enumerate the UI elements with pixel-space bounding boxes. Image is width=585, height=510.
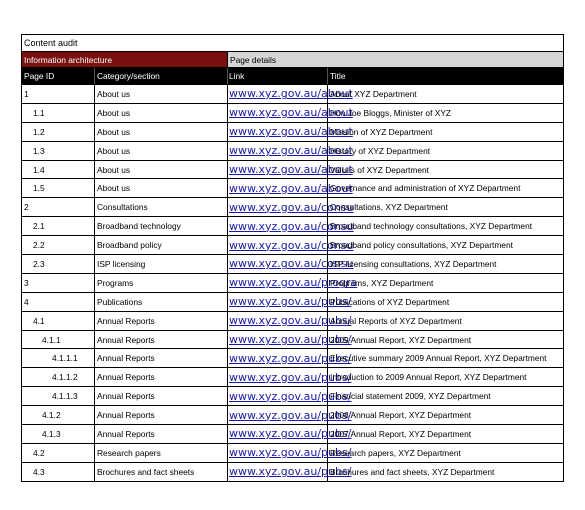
category-cell: Annual Reports [95, 406, 228, 424]
header-title: Title [330, 71, 346, 81]
table-row [22, 274, 563, 293]
link-cell[interactable]: www.xyz.gov.au/progra [228, 274, 328, 292]
link-cell[interactable]: www.xyz.gov.au/consu [228, 217, 328, 235]
title-cell: Financial statement 2009, XYZ Department [330, 391, 491, 402]
category-cell: Annual Reports [95, 331, 228, 349]
title-cell: Broadband technology consultations, XYZ Department [330, 221, 533, 232]
title-cell: 2009 Annual Report, XYZ Department [330, 334, 472, 345]
category-cell: Publications [95, 293, 228, 311]
link-cell[interactable]: www.xyz.gov.au/pubs/ [228, 387, 328, 405]
link-cell[interactable]: www.xyz.gov.au/pubs/ [228, 444, 328, 462]
table-row [22, 255, 563, 274]
table-row [22, 85, 563, 104]
page-id-cell: 4.1.2 [22, 406, 95, 424]
link-cell[interactable]: www.xyz.gov.au/consu [228, 198, 328, 216]
table-row [22, 368, 563, 387]
title-cell: Brochures and fact sheets, XYZ Department [330, 466, 495, 477]
link-cell[interactable]: www.xyz.gov.au/pubs/ [228, 331, 328, 349]
link-cell[interactable]: www.xyz.gov.au/pubs/ [228, 293, 328, 311]
category-cell: Annual Reports [95, 312, 228, 330]
link-cell[interactable]: www.xyz.gov.au/about [228, 85, 328, 103]
header-page-id: Page ID [22, 68, 95, 84]
page-id-cell: 1 [22, 85, 95, 103]
category-cell: Annual Reports [95, 349, 228, 367]
link-cell[interactable]: www.xyz.gov.au/pubs/ [228, 368, 328, 386]
title-cell: Values of XYZ Department [330, 164, 429, 175]
page-id-cell: 4.3 [22, 463, 95, 481]
title-cell: Research papers, XYZ Department [330, 447, 461, 458]
header-link: Link [228, 68, 328, 84]
link-cell[interactable]: www.xyz.gov.au/pubs/ [228, 406, 328, 424]
table-row [22, 104, 563, 123]
content-audit-table [21, 34, 564, 482]
table-title: Content audit [24, 38, 78, 48]
category-cell: Annual Reports [95, 387, 228, 405]
category-cell: ISP licensing [95, 255, 228, 273]
link-cell[interactable]: www.xyz.gov.au/pubs/ [228, 349, 328, 367]
title-cell: 2008 Annual Report, XYZ Department [330, 410, 472, 421]
page-id-cell: 4.1.1 [22, 331, 95, 349]
page-id-cell: 4 [22, 293, 95, 311]
table-row [22, 161, 563, 180]
table-row [22, 217, 563, 236]
page-id-cell: 4.1.1.2 [22, 368, 95, 386]
table-row [22, 312, 563, 331]
title-cell: Hon Joe Bloggs, Minister of XYZ [330, 107, 452, 118]
title-cell: Consultations, XYZ Department [330, 202, 448, 213]
column-header-row [22, 68, 563, 85]
title-cell: ISP licensing consultations, XYZ Department [330, 258, 497, 269]
link-cell[interactable]: www.xyz.gov.au/pubs/ [228, 312, 328, 330]
page-id-cell: 2.3 [22, 255, 95, 273]
page-id-cell: 4.1.3 [22, 425, 95, 443]
title-cell: Annual Reports of XYZ Department [330, 315, 462, 326]
title-cell: Introduction to 2009 Annual Report, XYZ Department [330, 372, 527, 383]
page-id-cell: 3 [22, 274, 95, 292]
category-cell: Consultations [95, 198, 228, 216]
title-cell: Broadband policy consultations, XYZ Department [330, 240, 513, 251]
title-cell: Programs, XYZ Department [330, 277, 434, 288]
category-cell: Programs [95, 274, 228, 292]
table-title-row [22, 34, 563, 52]
page-id-cell: 2 [22, 198, 95, 216]
link-cell[interactable]: www.xyz.gov.au/pubs/ [228, 425, 328, 443]
category-cell: Broadband technology [95, 217, 228, 235]
link-cell[interactable]: www.xyz.gov.au/pubs/ [228, 463, 328, 481]
group-header-row [22, 52, 563, 68]
page-details-group: Page details [228, 52, 563, 67]
page-id-cell: 2.1 [22, 217, 95, 235]
title-cell: Publications of XYZ Department [330, 296, 450, 307]
link-cell[interactable]: www.xyz.gov.au/about [228, 142, 328, 160]
category-cell: About us [95, 161, 228, 179]
category-cell: About us [95, 104, 228, 122]
table-row [22, 331, 563, 350]
category-cell: About us [95, 142, 228, 160]
title-cell: Governance and administration of XYZ Department [330, 183, 521, 194]
link-cell[interactable]: www.xyz.gov.au/about [228, 179, 328, 197]
link-cell[interactable]: www.xyz.gov.au/consu [228, 255, 328, 273]
information-architecture-group: Information architecture [22, 52, 228, 67]
link-cell[interactable]: www.xyz.gov.au/about [228, 161, 328, 179]
table-row [22, 387, 563, 406]
category-cell: Research papers [95, 444, 228, 462]
title-cell: History of XYZ Department [330, 145, 431, 156]
page-id-cell: 1.4 [22, 161, 95, 179]
category-cell: Brochures and fact sheets [95, 463, 228, 481]
title-cell: 2007 Annual Report, XYZ Department [330, 428, 472, 439]
table-row [22, 293, 563, 312]
table-row [22, 236, 563, 255]
table-row [22, 179, 563, 198]
title-cell: Executive summary 2009 Annual Report, XYZ Department [330, 353, 547, 364]
table-row [22, 349, 563, 368]
page-id-cell: 1.1 [22, 104, 95, 122]
title-cell: About XYZ Department [330, 88, 417, 99]
page-id-cell: 4.1 [22, 312, 95, 330]
table-row [22, 123, 563, 142]
page-id-cell: 2.2 [22, 236, 95, 254]
table-row [22, 444, 563, 463]
table-row [22, 142, 563, 161]
page-id-cell: 4.2 [22, 444, 95, 462]
category-cell: Annual Reports [95, 425, 228, 443]
header-category: Category/section [95, 68, 228, 84]
page-id-cell: 1.3 [22, 142, 95, 160]
table-row [22, 198, 563, 217]
table-row [22, 406, 563, 425]
category-cell: Broadband policy [95, 236, 228, 254]
link-cell[interactable]: www.xyz.gov.au/about [228, 123, 328, 141]
page-id-cell: 1.2 [22, 123, 95, 141]
page-id-cell: 4.1.1.1 [22, 349, 95, 367]
category-cell: Annual Reports [95, 368, 228, 386]
table-body [22, 85, 563, 482]
page-id-cell: 4.1.1.3 [22, 387, 95, 405]
table-row [22, 463, 563, 482]
link-cell[interactable]: www.xyz.gov.au/about [228, 104, 328, 122]
category-cell: About us [95, 123, 228, 141]
page-id-cell: 1.5 [22, 179, 95, 197]
link-cell[interactable]: www.xyz.gov.au/consu [228, 236, 328, 254]
title-cell: Mission of XYZ Department [330, 126, 433, 137]
category-cell: About us [95, 179, 228, 197]
category-cell: About us [95, 85, 228, 103]
table-row [22, 425, 563, 444]
